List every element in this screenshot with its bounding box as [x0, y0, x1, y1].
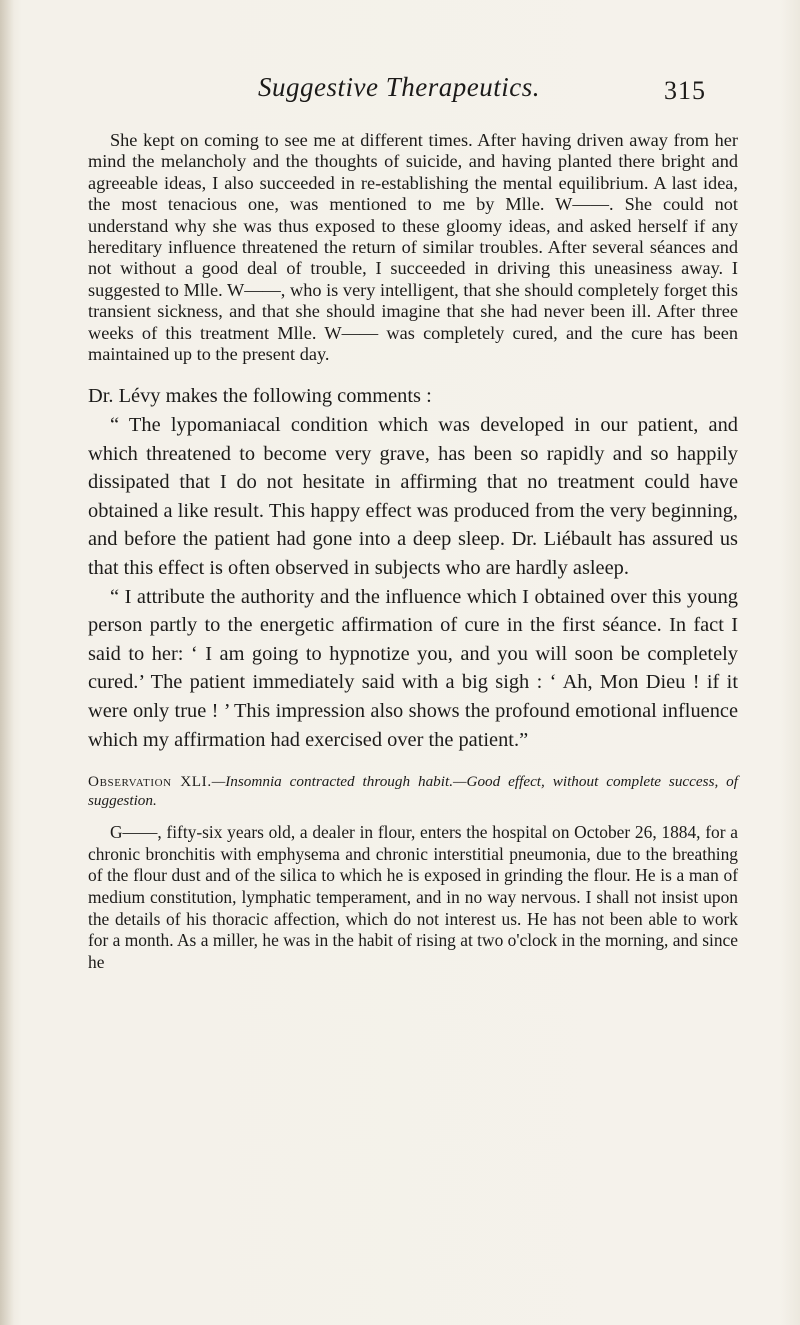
case-continuation-block [88, 130, 738, 365]
observation-heading [88, 772, 738, 810]
commentary-block [88, 382, 738, 754]
page-number: 315 [664, 76, 706, 105]
observation-description: —Insomnia contracted through habit.—Good effect, without complete success, of suggestion. [88, 773, 738, 810]
running-title: Suggestive Therapeutics. [258, 72, 540, 102]
observation-body [88, 822, 738, 973]
paragraph-commentary-quote-1: “ The lypomaniacal condition which was developed in our patient, and which threatened to become very grave, has been so rapidly and so happily dissipated that I do not hesitate in affirming that no treatment could have obtained a like result. This happy effect was produced from the very beginning, and before the patient had gone into a deep sleep. Dr. Liébault has assured us that this effect is often observed in subjects who are hardly asleep. [88, 414, 738, 580]
running-head [0, 72, 800, 112]
binding-shadow [0, 0, 14, 1325]
paragraph-commentary-quote-2: “ I attribute the authority and the influence which I obtained over this young person partly to the energetic affirmation of cure in the first séance. In fact I said to her: ‘ I am going to hypnotize you, and you will soon be completely cured.’ The patient immediately said with a big sigh : ‘ Ah, Mon Dieu ! if it were only true ! ’ This impression also shows the profound emotional influence which my affirmation had exercised over the patient.” [88, 585, 738, 751]
body-text [88, 130, 738, 973]
paragraph-commentary-intro: Dr. Lévy makes the following comments : [88, 385, 432, 408]
observation-label: Observation XLI. [88, 773, 212, 791]
paragraph-observation-case: G——, fifty-six years old, a dealer in flour, enters the hospital on October 26, 1884, for a chronic bronchitis with emphysema and chronic interstitial pneumonia, due to the breathing of the flour dust and of the silica to which he is exposed in grinding the flour. He is a man of medium constitution, lymphatic temperament, and in no way nervous. I shall not insist upon the details of his thoracic affection, which do not interest us. He has not been able to work for a month. As a miller, he was in the habit of rising at two o'clock in the morning, and since he [88, 822, 738, 972]
paragraph-case-conclusion: She kept on coming to see me at different times. After having driven away from her mind the melancholy and the thoughts of suicide, and having planted there bright and agreeable ideas, I also succeeded in re-establishing the mental equilibrium. A last idea, the most tenacious one, was mentioned to me by Mlle. W——. She could not understand why she was thus exposed to these gloomy ideas, and asked herself if any hereditary influence threatened the return of similar troubles. After several séances and not without a good deal of trouble, I succeeded in driving this uneasiness away. I suggested to Mlle. W——, who is very intelligent, that she should completely forget this transient sickness, and that she should imagine that she had never been ill. After three weeks of this treatment Mlle. W—— was completely cured, and the cure has been maintained up to the present day. [88, 130, 738, 365]
